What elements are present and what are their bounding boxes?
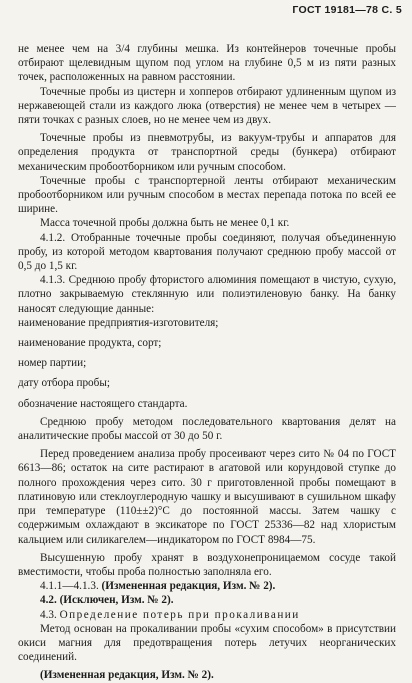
label-item: дату отбора пробы; <box>18 377 110 390</box>
paragraph: Точечные пробы с транспортерной ленты отбирают механическим пробоотборником или ручным способом в местах перепада потока по всей ее ширине. <box>18 174 396 216</box>
paragraph: Точечные пробы из пневмотрубы, из вакуум-трубы и аппаратов для определения продукта от транспортной среды (бункера) отбирают механическим пробоотборником или ручным способом. <box>18 132 396 173</box>
paragraph: Метод основан на прокаливании пробы «сухим способом» в присутствии окиси магния для предотвращения потерь летучих неорганических соединений. <box>18 622 396 664</box>
section-heading <box>18 608 396 622</box>
clause-number: 4.2. <box>40 594 57 607</box>
label-item: наименование продукта, сорт; <box>18 337 162 350</box>
clause-4-1-3: 4.1.3. Среднюю пробу фтористого алюминия помещают в чистую, сухую, плотно закрываемую стеклянную или полиэтиленовую банку. На банку наносят следующие данные: <box>18 274 396 315</box>
clause-4-1-2: 4.1.2. Отобранные точечные пробы соединяют, получая объединенную пробу, из которой методом квартования получают среднюю пробу массой от 0,5 до 1,5 кг. <box>18 231 396 273</box>
paragraph: Перед проведением анализа пробу просеивают через сито № 04 по ГОСТ 6613—86; остаток на сите растирают в агатовой или корундовой ступке до полного прохождения через сито. 30 г приготовленной пробы помещают в платиновую или стеклоуглеродную чашку и высушивают в сушильном шкафу при температуре (110±±2)°С до постоянной массы. Затем чашку с содержимым охлаждают в эксикаторе по ГОСТ 25336—82 над хлористым кальцием или силикагелем—индикатором по ГОСТ 8984—75. <box>18 448 396 546</box>
page-header: ГОСТ 19181—78 С. 5 <box>292 4 402 16</box>
paragraph: Точечные пробы из цистерн и хопперов отбирают удлиненным щупом из нержавеющей стали из каждого люка (отверстия) не менее чем в четырех — пяти точках с разных слоев, но не менее чем из двух. <box>18 85 396 127</box>
document-body <box>18 42 396 683</box>
section-title: Определение потерь при прокаливании <box>59 608 300 621</box>
excluded-text: (Исключен, Изм. № 2). <box>59 594 174 607</box>
label-item: номер партии; <box>18 357 87 370</box>
clause-number: 4.3. <box>40 608 57 621</box>
paragraph: Среднюю пробу методом последовательного квартования делят на аналитические пробы массой от 30 до 50 г. <box>18 415 396 443</box>
clause-number: 4.1.1—4.1.3. <box>40 580 99 593</box>
label-item: обозначение настоящего стандарта. <box>18 397 188 410</box>
label-item: наименование предприятия-изготовителя; <box>18 316 219 329</box>
amendment-note: (Измененная редакция, Изм. № 2). <box>40 669 214 682</box>
paragraph: Высушенную пробу хранят в воздухонепроницаемом сосуде такой вместимости, чтобы проба полностью заполняла его. <box>18 551 396 578</box>
clause-4-2 <box>18 593 396 607</box>
amendment-note <box>18 579 396 593</box>
paragraph: Масса точечной пробы должна быть не менее 0,1 кг. <box>40 217 290 230</box>
amendment-text: (Измененная редакция, Изм. № 2). <box>101 580 276 593</box>
paragraph: не менее чем на 3/4 глубины мешка. Из контейнеров точечные пробы отбирают щелевидным щупом под углом на глубине 0,5 м из пяти разных точек, расположенных на равном расстоянии. <box>18 43 396 84</box>
